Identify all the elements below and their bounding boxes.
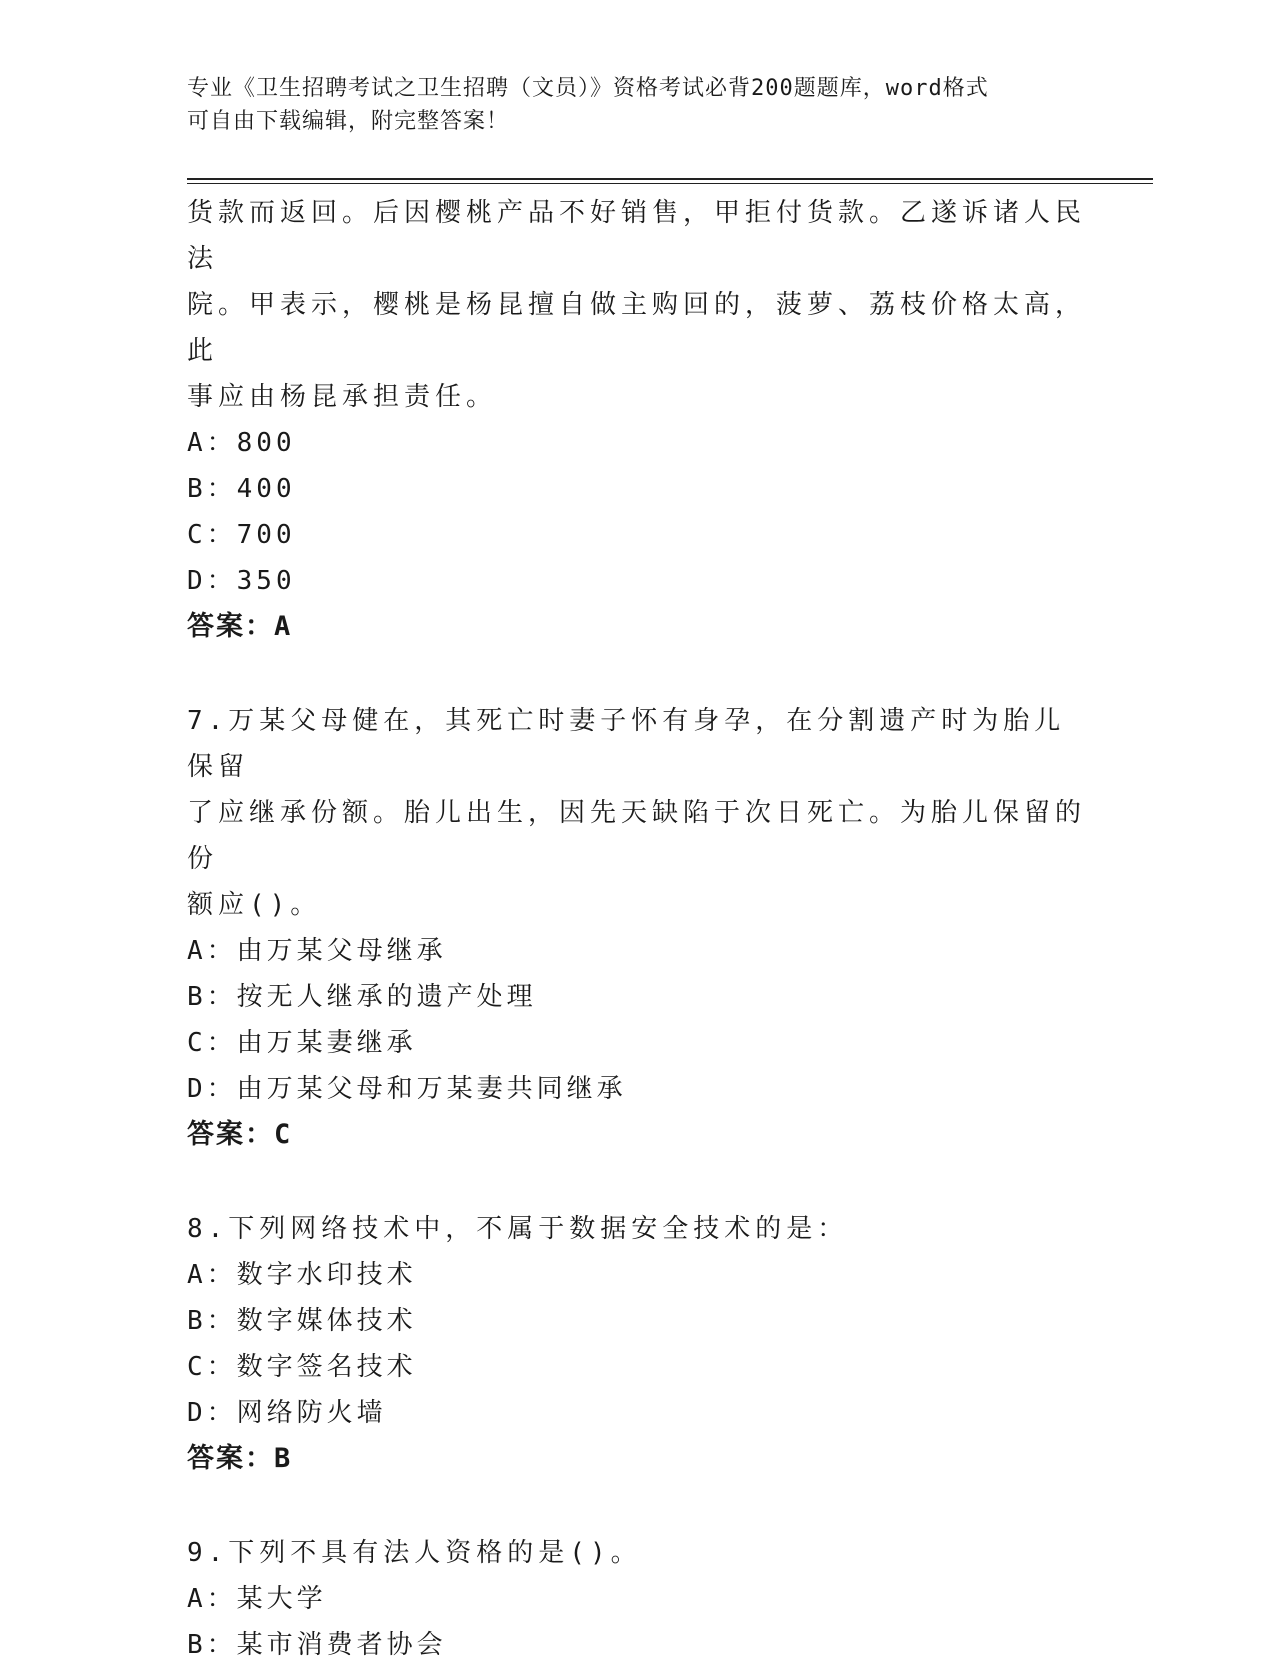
question-text-line: 7.万某父母健在，其死亡时妻子怀有身孕，在分割遗产时为胎儿保留 — [187, 706, 1066, 782]
option-c: C：数字签名技术 — [187, 1352, 417, 1382]
option-d: D：由万某父母和万某妻共同继承 — [187, 1074, 627, 1104]
option-b: B：400 — [187, 474, 296, 504]
header-rule-thin — [187, 183, 1153, 184]
option-a: A：800 — [187, 428, 296, 458]
question-8 — [187, 1206, 1087, 1482]
question-7 — [187, 698, 1087, 1158]
question-text-line: 8.下列网络技术中，不属于数据安全技术的是： — [187, 1214, 849, 1244]
option-b: B：某市消费者协会 — [187, 1630, 447, 1660]
question-text-line: 9.下列不具有法人资格的是()。 — [187, 1538, 642, 1568]
option-c: C：700 — [187, 520, 296, 550]
question-text-line: 了应继承份额。胎儿出生，因先天缺陷于次日死亡。为胎儿保留的份 — [187, 798, 1087, 874]
question-text-line: 额应()。 — [187, 890, 322, 920]
question-content — [187, 190, 1087, 1668]
header-line-2: 可自由下载编辑，附完整答案！ — [187, 109, 510, 134]
option-c: C：由万某妻继承 — [187, 1028, 417, 1058]
option-a: A：由万某父母继承 — [187, 936, 447, 966]
answer-line: 答案：C — [187, 1119, 293, 1150]
question-text-line: 事应由杨昆承担责任。 — [187, 382, 498, 412]
question-text-line: 货款而返回。后因樱桃产品不好销售，甲拒付货款。乙遂诉诸人民法 — [187, 198, 1087, 274]
document-header — [187, 72, 1067, 138]
question-9 — [187, 1530, 1087, 1668]
option-b: B：数字媒体技术 — [187, 1306, 417, 1336]
option-a: A：某大学 — [187, 1584, 327, 1614]
header-rule-thick — [187, 178, 1153, 180]
option-a: A：数字水印技术 — [187, 1260, 417, 1290]
question-6 — [187, 190, 1087, 650]
option-b: B：按无人继承的遗产处理 — [187, 982, 537, 1012]
question-text-line: 院。甲表示，樱桃是杨昆擅自做主购回的，菠萝、荔枝价格太高，此 — [187, 290, 1087, 366]
answer-line: 答案：B — [187, 1443, 293, 1474]
option-d: D：350 — [187, 566, 296, 596]
option-d: D：网络防火墙 — [187, 1398, 387, 1428]
header-line-1: 专业《卫生招聘考试之卫生招聘（文员）》资格考试必背200题题库，word格式 — [187, 76, 989, 101]
answer-line: 答案：A — [187, 611, 293, 642]
